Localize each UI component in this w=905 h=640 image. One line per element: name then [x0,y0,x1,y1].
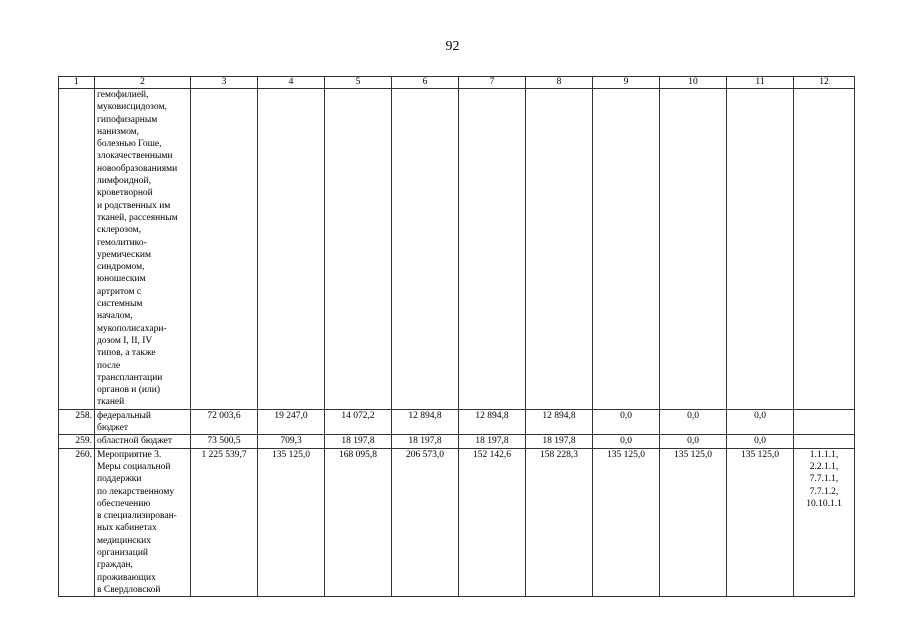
header-row [59,77,855,89]
value-cell: 158 228,3 [526,448,593,597]
value-cell: 135 125,0 [593,448,660,597]
value-cell: 12 894,8 [392,409,459,435]
value-cell: 19 247,0 [258,409,325,435]
row-description: Мероприятие 3. Меры социальной поддержки по лекарственному обеспечению в специализирован- ных кабинетах медицинских организаций граждан, проживающих в Свердловской [95,448,191,597]
row-description: областной бюджет [95,435,191,448]
budget-table [58,76,855,597]
value-cell: 0,0 [593,435,660,448]
row-number [59,89,95,410]
value-cell [325,89,392,410]
target-codes [794,409,855,435]
value-cell: 168 095,8 [325,448,392,597]
column-header: 8 [526,77,593,89]
column-header: 12 [794,77,855,89]
column-header: 2 [95,77,191,89]
value-cell: 12 894,8 [459,409,526,435]
value-cell: 1 225 539,7 [191,448,258,597]
value-cell [660,89,727,410]
column-header: 3 [191,77,258,89]
target-codes [794,89,855,410]
value-cell: 18 197,8 [526,435,593,448]
value-cell: 18 197,8 [459,435,526,448]
value-cell: 18 197,8 [392,435,459,448]
column-header: 5 [325,77,392,89]
value-cell: 0,0 [727,435,794,448]
value-cell [258,89,325,410]
row-description: гемофилией, муковисцидозом, гипофизарным нанизмом, болезнью Гоше, злокачественными новообразованиями лимфоидной, кроветворной и родственных им тканей, рассеянным склерозом, гемолитико- уремическим синдромом, юношеским артритом с системным началом, мукополисахари- дозом I, II, IV типов, а также после трансплантации органов и (или) тканей [95,89,191,410]
row-number: 259. [59,435,95,448]
table-row [59,89,855,410]
value-cell: 709,3 [258,435,325,448]
value-cell: 12 894,8 [526,409,593,435]
value-cell [727,89,794,410]
column-header: 11 [727,77,794,89]
value-cell: 152 142,6 [459,448,526,597]
target-codes [794,435,855,448]
table-row [59,448,855,597]
column-header: 6 [392,77,459,89]
value-cell [392,89,459,410]
value-cell: 73 500,5 [191,435,258,448]
column-header: 9 [593,77,660,89]
row-number: 260. [59,448,95,597]
value-cell: 206 573,0 [392,448,459,597]
value-cell [459,89,526,410]
value-cell: 135 125,0 [727,448,794,597]
target-codes: 1.1.1.1, 2.2.1.1, 7.7.1.1, 7.7.1.2, 10.10.1.1 [794,448,855,597]
value-cell: 0,0 [660,435,727,448]
value-cell: 0,0 [727,409,794,435]
value-cell: 0,0 [660,409,727,435]
value-cell: 14 072,2 [325,409,392,435]
value-cell: 18 197,8 [325,435,392,448]
column-header: 7 [459,77,526,89]
row-description: федеральный бюджет [95,409,191,435]
value-cell [526,89,593,410]
value-cell: 135 125,0 [660,448,727,597]
table-row [59,409,855,435]
page-number: 92 [445,39,460,54]
column-header: 1 [59,77,95,89]
column-header: 4 [258,77,325,89]
table-row [59,435,855,448]
value-cell: 0,0 [593,409,660,435]
value-cell: 72 003,6 [191,409,258,435]
column-header: 10 [660,77,727,89]
row-number: 258. [59,409,95,435]
value-cell: 135 125,0 [258,448,325,597]
value-cell [191,89,258,410]
value-cell [593,89,660,410]
